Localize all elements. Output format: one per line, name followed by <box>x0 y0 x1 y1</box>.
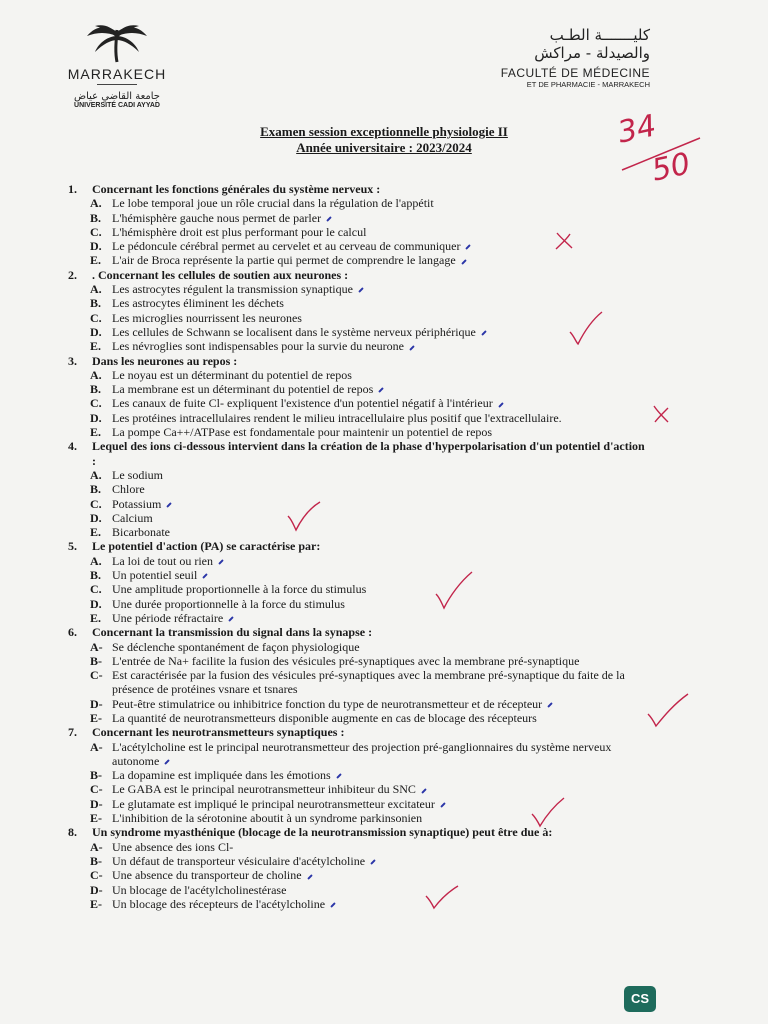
option-text: Un blocage des récepteurs de l'acétylcholine <box>112 896 326 911</box>
check-mark-icon <box>566 308 606 348</box>
question-text: Lequel des ions ci-dessous intervient dans la création de la phase d'hyperpolarisation d'un potentiel d'action : <box>92 439 645 468</box>
answer-option <box>68 554 648 568</box>
option-letter: E. <box>90 339 102 354</box>
pen-tick-icon <box>466 245 472 251</box>
option-letter: D. <box>90 324 102 339</box>
answer-option <box>68 425 648 439</box>
answer-option <box>68 868 648 882</box>
pen-tick-icon <box>481 330 487 336</box>
option-letter: E- <box>90 896 102 911</box>
option-letter: E. <box>90 525 102 540</box>
option-text: Le lobe temporal joue un rôle crucial dans la régulation de l'appétit <box>112 196 434 211</box>
option-text: La loi de tout ou rien <box>112 553 213 568</box>
answer-option <box>68 611 648 625</box>
question <box>68 825 648 911</box>
pen-tick-icon <box>498 402 504 408</box>
option-text: Est caractérisée par la fusion des vésicules pré-synaptiques avec la membrane pré-synaptique du faite de la présence de protéines vsnare et tsnares <box>112 668 625 697</box>
answer-option <box>68 396 648 410</box>
pen-tick-icon <box>228 616 234 622</box>
option-letter: D. <box>90 410 102 425</box>
option-text: Une période réfractaire <box>112 610 224 625</box>
answer-option <box>68 497 648 511</box>
option-text: L'air de Broca représente la partie qui permet de comprendre le langage <box>112 253 456 268</box>
question-text: . Concernant les cellules de soutien aux neurones : <box>92 267 349 282</box>
option-text: Les microglies nourrissent les neurones <box>112 310 302 325</box>
option-letter: A. <box>90 367 102 382</box>
option-letter: B- <box>90 768 102 783</box>
check-mark-icon <box>422 882 462 912</box>
option-letter: D. <box>90 596 102 611</box>
option-letter: A- <box>90 739 103 754</box>
option-letter: D- <box>90 696 103 711</box>
answer-option <box>68 253 648 267</box>
question-number: 7. <box>68 725 77 740</box>
question-text: Un syndrome myasthénique (blocage de la neurotransmission synaptique) peut être due à: <box>92 825 553 840</box>
option-text: Les astrocytes régulent la transmission synaptique <box>112 282 353 297</box>
score-obtained: 34 <box>614 108 660 151</box>
pen-tick-icon <box>330 902 336 908</box>
pen-tick-icon <box>547 702 553 708</box>
option-letter: E. <box>90 253 102 268</box>
option-letter: B. <box>90 568 102 583</box>
option-text: Le noyau est un déterminant du potentiel de repos <box>112 367 352 382</box>
exam-title: Examen session exceptionnelle physiologie II <box>260 124 508 139</box>
faculty-arabic-line2: والصيدلة - مراكش <box>534 44 650 62</box>
option-text: Potassium <box>112 496 162 511</box>
pen-tick-icon <box>409 345 415 351</box>
option-letter: B. <box>90 382 102 397</box>
university-logo <box>62 22 172 109</box>
pen-tick-icon <box>440 802 446 808</box>
pen-tick-icon <box>370 859 376 865</box>
answer-option <box>68 640 648 654</box>
option-text: Le glutamate est impliqué le principal neurotransmetteur excitateur <box>112 796 435 811</box>
pen-tick-icon <box>326 216 332 222</box>
cross-mark-icon <box>650 402 674 426</box>
score-total: 50 <box>648 146 694 189</box>
option-letter: B- <box>90 653 102 668</box>
pen-tick-icon <box>336 774 342 780</box>
answer-option <box>68 768 648 782</box>
option-letter: D. <box>90 510 102 525</box>
palm-logo-icon <box>85 22 149 64</box>
answer-option <box>68 311 648 325</box>
answer-option <box>68 883 648 897</box>
answer-option <box>68 854 648 868</box>
question-header <box>68 439 648 468</box>
option-letter: C. <box>90 310 102 325</box>
check-mark-icon <box>644 690 692 730</box>
question-number: 1. <box>68 182 77 196</box>
faculty-french-line2: ET DE PHARMACIE - MARRAKECH <box>526 80 650 89</box>
question-text: Dans les neurones au repos : <box>92 353 238 368</box>
answer-option <box>68 282 648 296</box>
question-header <box>68 539 648 553</box>
option-letter: C. <box>90 496 102 511</box>
check-mark-icon <box>432 568 476 612</box>
logo-arabic: جامعة القاضي عياض <box>73 91 160 102</box>
answer-option <box>68 525 648 539</box>
pen-tick-icon <box>378 388 384 394</box>
question-text: Concernant la transmission du signal dans la synapse : <box>92 625 373 640</box>
option-letter: B. <box>90 296 102 311</box>
question-number: 2. <box>68 267 77 282</box>
answer-option <box>68 568 648 582</box>
question <box>68 539 648 625</box>
option-text: Une absence du transporteur de choline <box>112 868 302 883</box>
faculty-arabic-line1: كليـــــــة الطـب <box>549 26 650 44</box>
question-header <box>68 354 648 368</box>
logo-university: UNIVERSITÉ CADI AYYAD <box>74 102 160 109</box>
option-text: Une amplitude proportionnelle à la force du stimulus <box>112 582 367 597</box>
pen-tick-icon <box>421 788 427 794</box>
option-text: L'acétylcholine est le principal neurotransmetteur des projection pré-ganglionnaires du système nerveux autonome <box>112 739 612 768</box>
question-number: 4. <box>68 439 77 454</box>
question <box>68 268 648 354</box>
option-text: La pompe Ca++/ATPase est fondamentale pour maintenir un potentiel de repos <box>112 425 493 440</box>
logo-city: MARRAKECH <box>67 66 167 82</box>
answer-option <box>68 382 648 396</box>
option-text: Chlore <box>112 482 145 497</box>
answer-option <box>68 339 648 353</box>
answer-option <box>68 196 648 210</box>
pen-tick-icon <box>218 559 224 565</box>
option-letter: A. <box>90 467 102 482</box>
question-number: 6. <box>68 625 77 640</box>
answer-option <box>68 654 648 668</box>
answer-option <box>68 582 648 596</box>
academic-year: Année universitaire : 2023/2024 <box>296 140 472 155</box>
question <box>68 439 648 539</box>
question-text: Concernant les fonctions générales du système nerveux : <box>92 182 381 196</box>
option-letter: C- <box>90 782 103 797</box>
answer-option <box>68 697 648 711</box>
option-letter: C- <box>90 668 103 683</box>
option-text: Bicarbonate <box>112 525 170 540</box>
answer-option <box>68 897 648 911</box>
option-text: Les astrocytes éliminent les déchets <box>112 296 284 311</box>
answer-option <box>68 511 648 525</box>
question-header <box>68 268 648 282</box>
option-letter: E. <box>90 425 102 440</box>
option-text: Un défaut de transporteur vésiculaire d'acétylcholine <box>112 853 366 868</box>
check-mark-icon <box>284 498 324 534</box>
option-text: Un blocage de l'acétylcholinestérase <box>112 882 287 897</box>
answer-option <box>68 668 648 697</box>
answer-option <box>68 325 648 339</box>
answer-option <box>68 368 648 382</box>
pen-tick-icon <box>358 287 364 293</box>
pen-tick-icon <box>202 573 208 579</box>
option-text: Un potentiel seuil <box>112 568 198 583</box>
question-number: 5. <box>68 539 77 554</box>
question-header <box>68 625 648 639</box>
answer-option <box>68 211 648 225</box>
option-text: Peut-être stimulatrice ou inhibitrice fonction du type de neurotransmetteur et de récepteur <box>112 696 543 711</box>
option-letter: C. <box>90 224 102 239</box>
option-text: La dopamine est impliquée dans les émotions <box>112 768 331 783</box>
option-letter: D- <box>90 796 103 811</box>
option-text: Une durée proportionnelle à la force du stimulus <box>112 596 345 611</box>
question <box>68 182 648 268</box>
answer-option <box>68 411 648 425</box>
check-mark-icon <box>528 794 568 830</box>
option-letter: A. <box>90 196 102 211</box>
answer-option <box>68 597 648 611</box>
option-text: Une absence des ions Cl- <box>112 839 234 854</box>
option-text: Le pédoncule cérébral permet au cervelet et au cerveau de communiquer <box>112 239 461 254</box>
option-text: Les cellules de Schwann se localisent dans le système nerveux périphérique <box>112 324 476 339</box>
logo-divider <box>97 84 137 85</box>
option-text: Se déclenche spontanément de façon physiologique <box>112 639 360 654</box>
question-header <box>68 725 648 739</box>
answer-option <box>68 468 648 482</box>
option-letter: A. <box>90 553 102 568</box>
option-letter: E. <box>90 610 102 625</box>
option-text: L'entrée de Na+ facilite la fusion des vésicules pré-synaptiques avec la membrane pré-synaptique <box>112 653 580 668</box>
question-number: 8. <box>68 825 77 840</box>
option-letter: C. <box>90 582 102 597</box>
option-letter: E- <box>90 811 102 826</box>
pen-tick-icon <box>461 259 467 265</box>
question-header <box>68 182 648 196</box>
question-number: 3. <box>68 353 77 368</box>
pen-tick-icon <box>164 759 170 765</box>
question-text: Concernant les neurotransmetteurs synaptiques : <box>92 725 345 740</box>
pen-tick-icon <box>307 874 313 880</box>
option-text: La quantité de neurotransmetteurs disponible augmente en cas de blocage des récepteurs <box>112 710 537 725</box>
option-letter: B. <box>90 210 102 225</box>
option-text: L'hémisphère gauche nous permet de parler <box>112 210 322 225</box>
question <box>68 354 648 440</box>
faculty-logo <box>470 26 650 89</box>
option-text: Les névroglies sont indispensables pour la survie du neurone <box>112 339 404 354</box>
option-letter: B- <box>90 853 102 868</box>
question <box>68 625 648 725</box>
option-letter: A. <box>90 282 102 297</box>
option-letter: C- <box>90 868 103 883</box>
faculty-french-line1: FACULTÉ DE MÉDECINE <box>500 66 650 80</box>
answer-option <box>68 482 648 496</box>
handwritten-score <box>612 108 702 192</box>
option-text: L'inhibition de la sérotonine aboutit à un syndrome parkinsonien <box>112 811 423 826</box>
option-letter: C. <box>90 396 102 411</box>
cross-mark-icon <box>552 230 582 252</box>
option-letter: D. <box>90 239 102 254</box>
option-text: Le GABA est le principal neurotransmetteur inhibiteur du SNC <box>112 782 416 797</box>
option-text: L'hémisphère droit est plus performant pour le calcul <box>112 224 367 239</box>
option-letter: E- <box>90 710 102 725</box>
option-letter: A- <box>90 639 103 654</box>
camscanner-badge: CS <box>624 986 656 1012</box>
answer-option <box>68 296 648 310</box>
answer-option <box>68 740 648 769</box>
option-text: Le sodium <box>112 467 163 482</box>
answer-option <box>68 711 648 725</box>
option-text: La membrane est un déterminant du potentiel de repos <box>112 382 374 397</box>
option-text: Calcium <box>112 510 153 525</box>
option-letter: A- <box>90 839 103 854</box>
option-letter: B. <box>90 482 102 497</box>
pen-tick-icon <box>167 502 173 508</box>
answer-option <box>68 840 648 854</box>
option-text: Les protéines intracellulaires rendent le milieu intracellulaire plus positif que l'extracellulaire. <box>112 410 562 425</box>
option-text: Les canaux de fuite Cl- expliquent l'existence d'un potentiel négatif à l'intérieur <box>112 396 493 411</box>
option-letter: D- <box>90 882 103 897</box>
question-text: Le potentiel d'action (PA) se caractérise par: <box>92 539 321 554</box>
